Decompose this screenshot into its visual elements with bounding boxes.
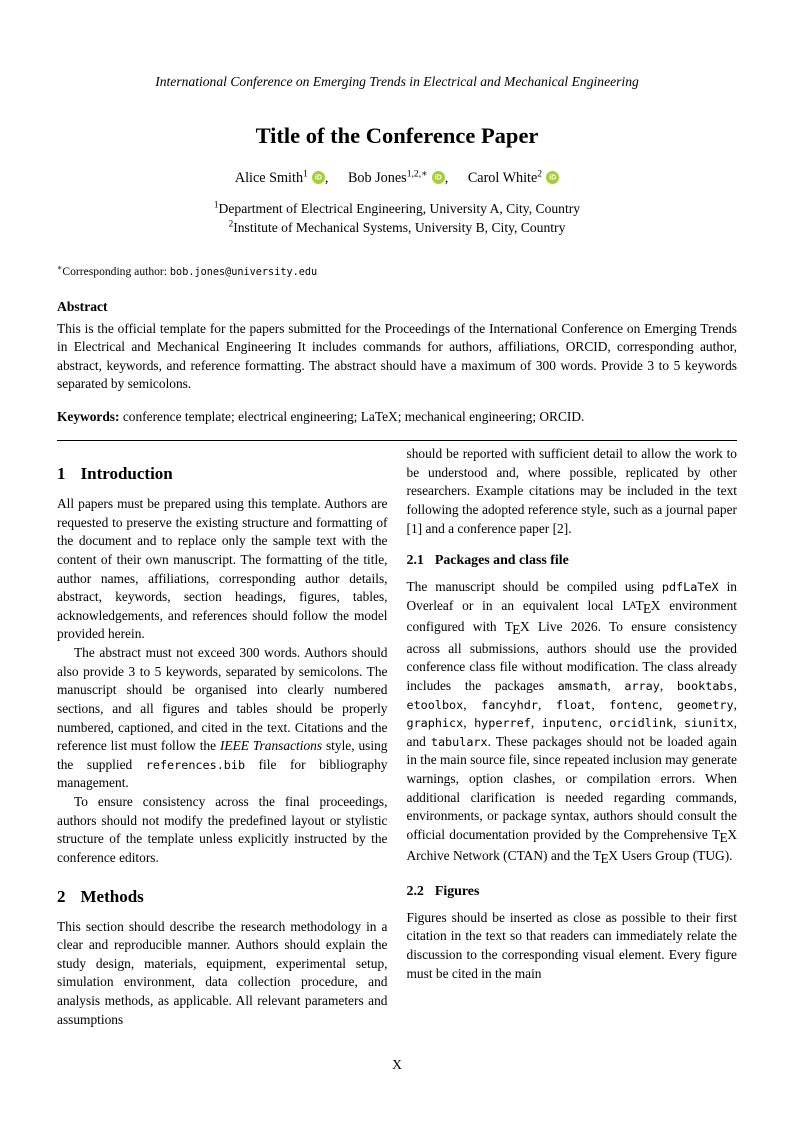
intro-paragraph-1: All papers must be prepared using this template. Authors are requested to preserve the existing structure and formatting of the document and to replace only the sample text with the content of their own manuscript. The formatting of the title, author names, affiliations, corresponding author details, abstract, keywords, section headings, figures, tables, acknowledgements, and references should follow the model provided herein. [57, 496, 388, 642]
orcid-icon[interactable] [432, 171, 445, 184]
subsection-number: 2.2 [406, 883, 424, 899]
abstract-heading: Abstract [57, 298, 108, 314]
front-matter-divider [57, 440, 737, 441]
left-column [57, 445, 388, 1029]
author-affiliation-marker: 2 [537, 168, 543, 180]
author-name: Alice Smith [234, 170, 304, 186]
author [468, 170, 559, 186]
section-title: Methods [80, 886, 144, 906]
subsection-heading-figures [407, 884, 738, 900]
intro-paragraph-3: To ensure consistency across the final proceedings, authors should not modify the predefined layout or stylistic structure of the template unless explicitly instructed by the conference editors. [57, 794, 388, 865]
affiliation-text: Institute of Mechanical Systems, University B, City, Country [233, 219, 566, 235]
paper-title: Title of the Conference Paper [255, 123, 539, 148]
methods-paragraph-1: This section should describe the research methodology in a clear and reproducible manner. Authors should explain the study design, materials, equipment, experimental setup, simulation environment, data collection procedure, and analysis methods, as applicable. All relevant parameters and assumptions [57, 918, 388, 1027]
affiliation-marker: 2 [228, 218, 234, 229]
keywords-line [57, 409, 737, 425]
subsection-number: 2.1 [406, 553, 424, 569]
orcid-icon[interactable] [546, 171, 559, 184]
figures-paragraph-1: Figures should be inserted as close as possible to their first citation in the text so that readers can immediately relate the discussion to the corresponding visual element. Every figure must be cited in the main [406, 909, 737, 981]
intro-paragraph-2: The abstract must not exceed 300 words. Authors should also provide 3 to 5 keywords, separated by semicolons. The manuscript should be organised into clearly numbered sections, and all figures and tables should be properly numbered, captioned, and cited in the text. Citations and the reference list must follow the IEEE Transactions style, using the supplied references.bib file for bibliography management. [57, 645, 388, 791]
two-column-body [57, 445, 737, 1029]
methods-paragraph-1-continued: should be reported with sufficient detail to allow the work to be understood and, where possible, replicated by other researchers. Example citations may be included in the text following the adopted reference style, such as a journal paper [1] and a conference paper [2]. [406, 446, 737, 536]
page-number: X [392, 1057, 402, 1072]
author [348, 170, 448, 186]
packages-paragraph-1: The manuscript should be compiled using pdfLaTeX in Overleaf or in an equivalent local LATEX environment configured with TEX Live 2026. To ensure consistency across all submissions, authors should use the provided conference class file without modification. The class already includes the packages amsmath, array, booktabs, etoolbox, fancyhdr, float, fontenc, geometry, graphicx, hyperref, inputenc, orcidlink, siunitx, and tabularx. These packages should not be loaded again in the main source file, since repeated inclusion may generate warnings, option clashes, or compilation errors. When additional clarification is needed regarding commands, environments, or package syntax, authors should consult the official documentation provided by the Comprehensive TEX Archive Network (CTAN) and the TEX Users Group (TUG). [406, 579, 738, 867]
section-heading-introduction [57, 464, 388, 484]
section-number: 1 [57, 464, 66, 483]
conference-running-head: International Conference on Emerging Trends in Electrical and Mechanical Engineering [155, 74, 639, 89]
author-name: Bob Jones [347, 170, 407, 186]
affiliations [57, 200, 737, 238]
affiliation-marker: 1 [213, 199, 219, 210]
affiliation-text: Department of Electrical Engineering, University A, City, Country [218, 201, 581, 216]
subsection-title: Packages and class file [434, 553, 569, 569]
abstract-text: This is the official template for the papers submitted for the Proceedings of the International Conference on Emerging Trends in Electrical and Mechanical Engineering It includes commands for authors, affiliations, ORCID, corresponding author, abstract, keywords, and reference formatting. The abstract should have a maximum of 300 words. Provide 3 to 5 keywords separated by semicolons. [57, 320, 737, 392]
right-column [407, 445, 738, 1029]
corresponding-label: Corresponding author: [62, 264, 170, 278]
author-name: Carol White [467, 170, 538, 186]
orcid-icon[interactable] [312, 171, 325, 184]
keywords-label: Keywords: [57, 409, 120, 424]
affiliation-line [57, 200, 737, 219]
corresponding-author-note [57, 262, 737, 278]
author-separator: , [324, 170, 329, 186]
corresponding-marker: ∗ [57, 262, 63, 272]
section-title: Introduction [80, 464, 173, 483]
author [235, 170, 329, 186]
keywords-text: conference template; electrical engineering; LaTeX; mechanical engineering; ORCID. [119, 409, 585, 424]
author-affiliation-marker: 1 [303, 168, 308, 180]
subsection-title: Figures [434, 883, 480, 899]
abstract-block [57, 299, 737, 395]
author-affiliation-marker: 1,2,∗ [406, 168, 428, 180]
author-separator: , [444, 170, 449, 186]
section-heading-methods [57, 887, 388, 907]
section-number: 2 [57, 886, 66, 906]
corresponding-email[interactable]: bob.jones@university.edu [169, 266, 318, 278]
authors-line [57, 170, 737, 187]
subsection-heading-packages [407, 553, 738, 569]
affiliation-line [57, 219, 737, 238]
